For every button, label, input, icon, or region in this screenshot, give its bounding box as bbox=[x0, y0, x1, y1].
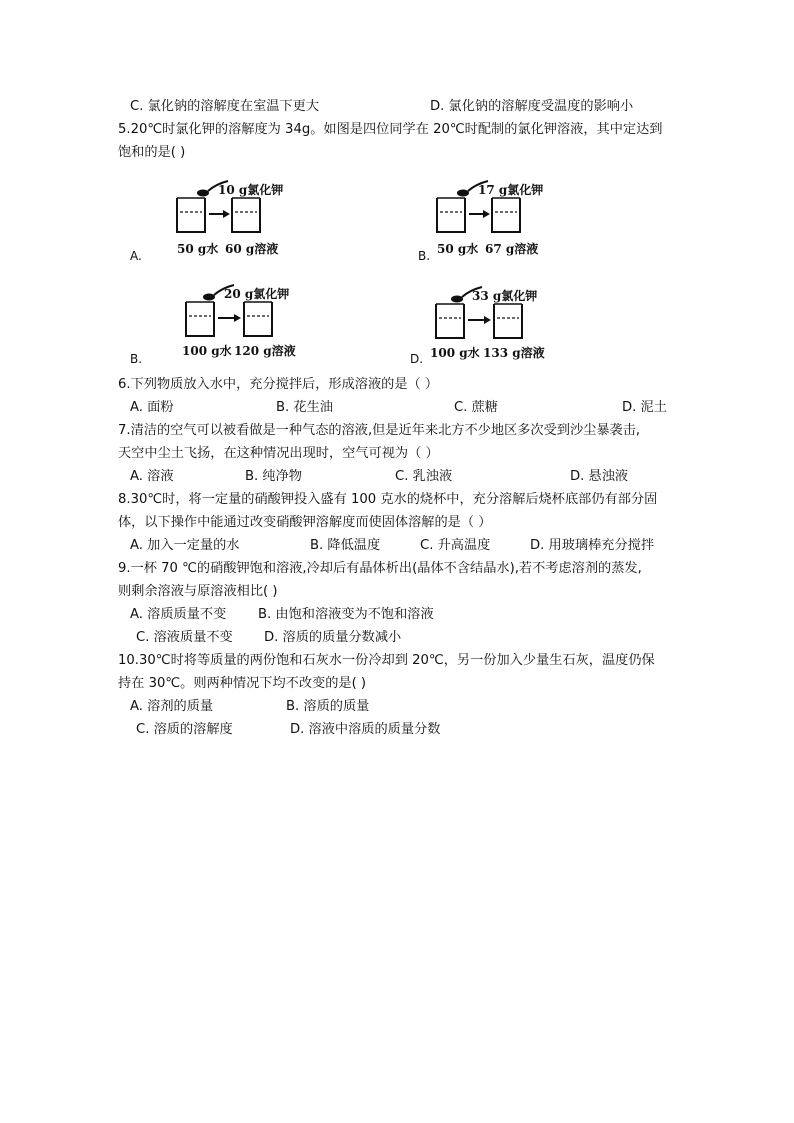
beaker-water-icon bbox=[437, 198, 465, 232]
q10-option-b: B. 溶质的质量 bbox=[286, 699, 370, 714]
beaker-water-icon bbox=[186, 302, 214, 336]
q5-figure-d bbox=[426, 282, 566, 370]
arrow-icon bbox=[468, 316, 491, 324]
water-mass-label: 50 g水 bbox=[437, 242, 479, 256]
q8-option-b: B. 降低温度 bbox=[310, 538, 381, 553]
q10-option-c: C. 溶质的溶解度 bbox=[136, 722, 233, 737]
q5-figure-a bbox=[172, 176, 292, 264]
q10-stem-line2: 持在 30℃。则两种情况下均不改变的是( ) bbox=[118, 676, 367, 691]
q10-stem-line1: 10.30℃时将等质量的两份饱和石灰水一份冷却到 20℃，另一份加入少量生石灰，温度仍保 bbox=[118, 653, 655, 668]
q7-option-a: A. 溶液 bbox=[130, 469, 174, 484]
water-mass-label: 100 g水 bbox=[182, 344, 232, 358]
solution-mass-label: 120 g溶液 bbox=[234, 344, 296, 358]
q6-stem: 6.下列物质放入水中，充分搅拌后，形成溶液的是（ ） bbox=[118, 377, 439, 392]
solute-label: 33 g氯化钾 bbox=[472, 289, 538, 303]
beaker-solution-icon bbox=[244, 302, 272, 336]
q10-option-a: A. 溶剂的质量 bbox=[130, 699, 214, 714]
q5-stem-line1: 5.20℃时氯化钾的溶解度为 34g。如图是四位同学在 20℃时配制的氯化钾溶液，其中定达到 bbox=[118, 122, 663, 137]
arrow-icon bbox=[209, 210, 230, 218]
q6-option-a: A. 面粉 bbox=[130, 400, 174, 415]
q6-option-b: B. 花生油 bbox=[276, 400, 333, 415]
solute-label: 17 g氯化钾 bbox=[478, 183, 544, 197]
q7-stem-line2: 天空中尘土飞扬，在这种情况出现时，空气可视为（ ） bbox=[118, 446, 439, 461]
q8-option-c: C. 升高温度 bbox=[420, 538, 491, 553]
q10-option-d: D. 溶液中溶质的质量分数 bbox=[290, 722, 441, 737]
beaker-solution-icon bbox=[494, 304, 522, 338]
water-mass-label: 50 g水 bbox=[177, 242, 219, 256]
beaker-water-icon bbox=[177, 198, 205, 232]
q5-stem-line2: 饱和的是( ) bbox=[118, 145, 186, 160]
q8-option-d: D. 用玻璃棒充分搅拌 bbox=[530, 538, 655, 553]
q7-option-b: B. 纯净物 bbox=[245, 469, 302, 484]
water-mass-label: 100 g水 bbox=[430, 346, 480, 360]
q5-fig-b-label: B. bbox=[418, 249, 431, 263]
q5-figure-c bbox=[178, 280, 318, 368]
q6-option-c: C. 蔗糖 bbox=[454, 400, 498, 415]
q9-stem-line1: 9.一杯 70 ℃的硝酸钾饱和溶液,冷却后有晶体析出(晶体不含结晶水),若不考虑溶剂的蒸发, bbox=[118, 561, 642, 576]
q5-fig-d-label: D. bbox=[410, 352, 424, 366]
q5-fig-a-label: A. bbox=[130, 249, 142, 263]
q6-option-d: D. 泥土 bbox=[622, 400, 667, 415]
beaker-solution-icon bbox=[232, 198, 260, 232]
q7-option-c: C. 乳浊液 bbox=[395, 469, 453, 484]
solution-mass-label: 133 g溶液 bbox=[483, 346, 545, 360]
q9-option-a: A. 溶质质量不变 bbox=[130, 607, 227, 622]
solute-label: 10 g氯化钾 bbox=[218, 183, 284, 197]
q8-option-a: A. 加入一定量的水 bbox=[130, 538, 240, 553]
solution-mass-label: 60 g溶液 bbox=[225, 242, 279, 256]
q9-option-d: D. 溶质的质量分数减小 bbox=[264, 630, 402, 645]
q7-stem-line1: 7.清洁的空气可以被看做是一种气态的溶液,但是近年来北方不少地区多次受到沙尘暴袭击, bbox=[118, 423, 641, 438]
q7-option-d: D. 悬浊液 bbox=[570, 469, 629, 484]
q4-option-c: C. 氯化钠的溶解度在室温下更大 bbox=[130, 99, 320, 114]
q9-stem-line2: 则剩余溶液与原溶液相比( ) bbox=[118, 584, 278, 599]
q8-stem-line2: 体，以下操作中能通过改变硝酸钾溶解度而使固体溶解的是（ ） bbox=[118, 515, 492, 530]
solute-label: 20 g氯化钾 bbox=[224, 287, 290, 301]
q5-fig-c-label: B. bbox=[130, 352, 143, 366]
solution-mass-label: 67 g溶液 bbox=[485, 242, 539, 256]
beaker-solution-icon bbox=[492, 198, 520, 232]
q4-option-d: D. 氯化钠的溶解度受温度的影响小 bbox=[430, 99, 634, 114]
arrow-icon bbox=[469, 210, 490, 218]
arrow-icon bbox=[218, 314, 241, 322]
q9-option-c: C. 溶液质量不变 bbox=[136, 630, 233, 645]
beaker-water-icon bbox=[436, 304, 464, 338]
q9-option-b: B. 由饱和溶液变为不饱和溶液 bbox=[258, 607, 434, 622]
q5-figure-b bbox=[432, 176, 552, 264]
q8-stem-line1: 8.30℃时，将一定量的硝酸钾投入盛有 100 克水的烧杯中，充分溶解后烧杯底部仍有部分固 bbox=[118, 492, 658, 507]
